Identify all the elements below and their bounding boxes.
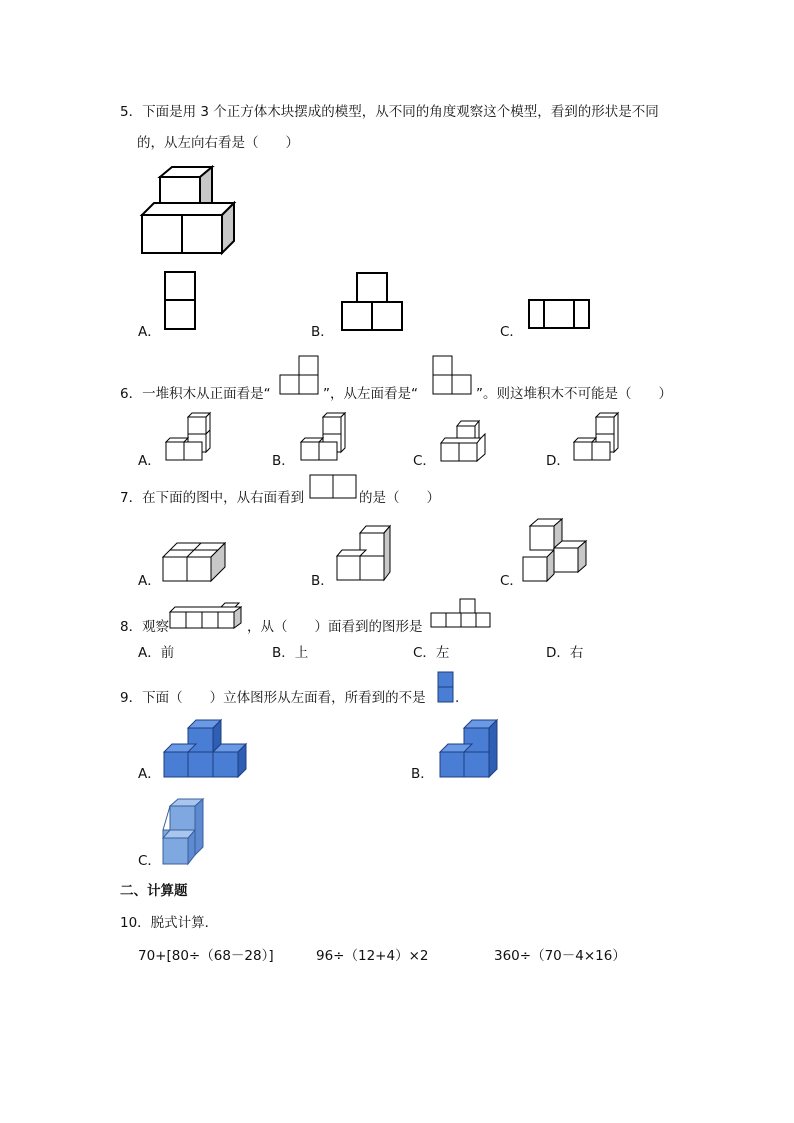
q5-option-b[interactable]: B． — [311, 324, 334, 340]
q9-text-part1: 9．下面（ ）立体图形从左面看，所看到的不是 — [120, 690, 426, 706]
q6-option-c-figure — [439, 418, 489, 464]
q9-option-c[interactable]: C． — [138, 853, 161, 869]
q7-option-c-figure — [522, 518, 588, 584]
q7-right-view-figure — [309, 474, 359, 500]
q10-title: 10．脱式计算． — [120, 915, 219, 931]
q5-line2: 的，从左向右看是（ ） — [137, 135, 299, 151]
q5-option-c[interactable]: C． — [500, 324, 523, 340]
q8-text-part1: 8．观察 — [120, 619, 170, 635]
q7-option-b-figure — [336, 524, 392, 582]
q6-option-b[interactable]: B． — [272, 453, 295, 469]
q6-option-b-figure — [299, 413, 349, 463]
q5-option-c-figure — [528, 299, 592, 331]
q9-option-a-figure — [163, 718, 249, 780]
q10-expr-1: 70+[80÷（68－28）] — [138, 948, 274, 964]
q6-text-part3: ”。则这堆积木不可能是（ ） — [476, 386, 672, 402]
q8-option-b[interactable]: B．上 — [272, 645, 309, 661]
q8-text-part2: ，从（ ）面看到的图形是 — [247, 619, 423, 635]
q6-option-a[interactable]: A． — [138, 453, 161, 469]
q6-option-d[interactable]: D． — [546, 453, 570, 469]
q7-option-b[interactable]: B． — [311, 573, 334, 589]
q9-option-c-figure — [162, 798, 208, 868]
q6-text-part2: ”，从左面看是“ — [323, 386, 418, 402]
q6-left-view-figure — [432, 355, 474, 397]
q5-option-a[interactable]: A． — [138, 324, 161, 340]
q6-option-c[interactable]: C． — [413, 453, 436, 469]
q8-option-a[interactable]: A．前 — [138, 645, 175, 661]
section-title-calculation: 二、计算题 — [120, 883, 188, 899]
q5-option-a-figure — [164, 271, 198, 333]
q9-left-view-figure — [437, 671, 455, 705]
q7-option-a-figure — [162, 540, 228, 584]
q10-expr-2: 96÷（12+4）×2 — [316, 948, 429, 964]
q5-line1: 5．下面是用 3 个正方体木块摆成的模型，从不同的角度观察这个模型，看到的形状是不同 — [120, 104, 659, 120]
q6-option-a-figure — [164, 413, 214, 463]
q10-expr-3: 360÷（70－4×16） — [494, 948, 626, 964]
q9-option-b-figure — [439, 718, 501, 780]
q5-option-b-figure — [341, 272, 405, 334]
q8-view-figure — [430, 598, 492, 630]
q7-text-part2: 的是（ ） — [359, 490, 440, 506]
q8-model-figure — [169, 601, 245, 631]
q7-option-a[interactable]: A． — [138, 573, 161, 589]
q6-text-part1: 6．一堆积木从正面看是“ — [120, 386, 271, 402]
q6-option-d-figure — [572, 413, 624, 463]
q9-option-a[interactable]: A． — [138, 766, 161, 782]
q9-option-b[interactable]: B． — [411, 766, 434, 782]
q7-text-part1: 7．在下面的图中，从右面看到 — [120, 490, 305, 506]
q8-option-c[interactable]: C．左 — [413, 645, 450, 661]
q7-option-c[interactable]: C． — [500, 573, 523, 589]
q8-option-d[interactable]: D．右 — [546, 645, 584, 661]
q9-text-part2: . — [455, 690, 460, 706]
q6-front-view-figure — [279, 355, 321, 397]
q5-model-figure — [140, 165, 240, 257]
